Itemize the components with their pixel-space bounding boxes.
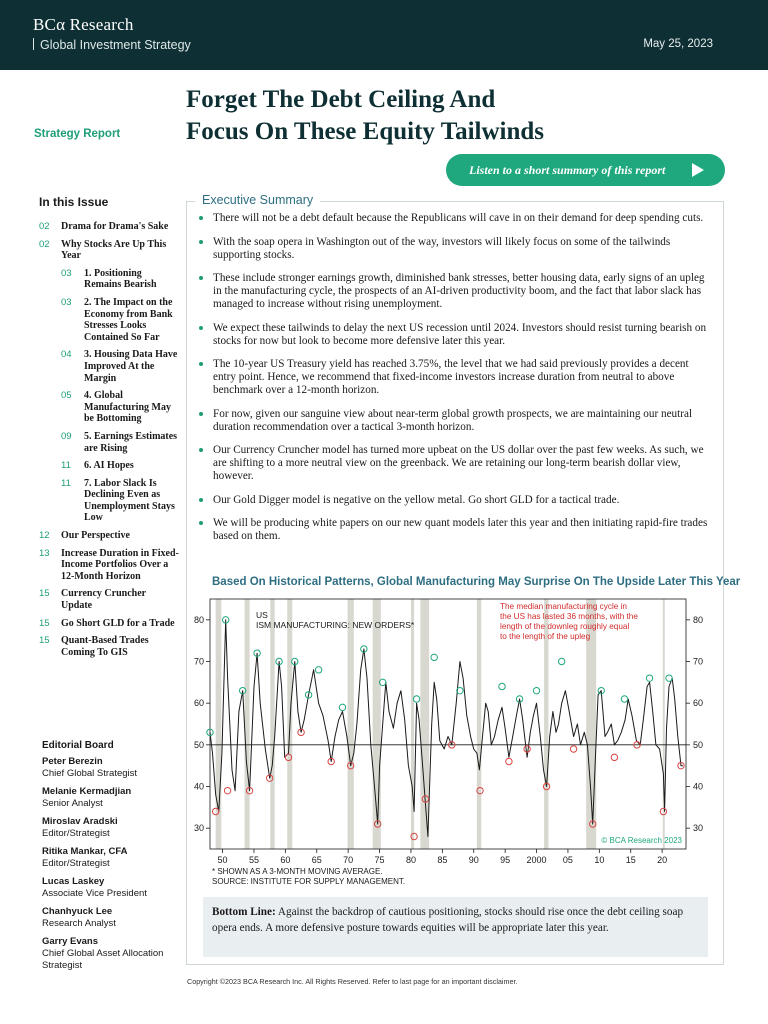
toc-page-number: 03	[61, 296, 72, 308]
toc-item-label: 7. Labor Slack Is Declining Even as Unemployment Stays Low	[84, 477, 175, 524]
table-of-contents	[39, 221, 179, 664]
member-name: Lucas Laskey	[42, 876, 105, 887]
x-tick-label: 80	[405, 855, 416, 865]
toc-page-number: 15	[39, 588, 50, 600]
editorial-board-members	[42, 756, 182, 972]
y-tick-label-right: 60	[693, 698, 704, 709]
toc-item[interactable]	[39, 349, 179, 384]
report-date: May 25, 2023	[643, 38, 713, 50]
toc-page-number: 09	[61, 430, 72, 442]
y-tick-label-right: 30	[693, 823, 704, 834]
toc-page-number: 11	[61, 460, 71, 472]
annotation-line: length of the downleg roughly equal	[500, 622, 630, 631]
board-member	[42, 786, 182, 810]
toc-item[interactable]	[39, 431, 179, 454]
report-type-label: Strategy Report	[34, 128, 121, 140]
x-tick-label: 50	[217, 855, 228, 865]
member-role: Senior Analyst	[42, 798, 103, 809]
toc-item[interactable]	[39, 460, 179, 472]
summary-bullet	[197, 517, 709, 543]
member-role: Editor/Strategist	[42, 858, 110, 869]
summary-bullet	[197, 358, 709, 397]
ism-new-orders-chart	[186, 593, 724, 893]
bottom-line-box	[203, 897, 708, 957]
member-name: Miroslav Aradski	[42, 816, 118, 827]
bullet-dot-icon	[199, 240, 203, 244]
summary-bullet	[197, 236, 709, 262]
x-tick-label: 15	[625, 855, 636, 865]
toc-item-label: 4. Global Manufacturing May be Bottoming	[84, 390, 171, 425]
x-tick-label: 95	[500, 855, 511, 865]
toc-item-label: 5. Earnings Estimates are Rising	[84, 430, 178, 454]
recession-bar	[348, 599, 354, 849]
title-line-2: Focus On These Equity Tailwinds	[186, 118, 545, 145]
editorial-board-heading: Editorial Board	[42, 740, 114, 751]
member-role: Chief Global Strategist	[42, 768, 138, 779]
x-tick-label: 10	[594, 855, 605, 865]
x-tick-label: 70	[343, 855, 354, 865]
bullet-dot-icon	[199, 276, 203, 280]
toc-item-label: Go Short GLD for a Trade	[61, 617, 175, 629]
title-line-1: Forget The Debt Ceiling And	[186, 86, 496, 113]
y-tick-label-left: 30	[193, 823, 204, 834]
toc-item-label: 3. Housing Data Have Improved At the Margin	[84, 349, 178, 384]
summary-bullet-text: The 10-year US Treasury yield has reached 3.75%, the level that we had said previously provides a decent entry point. Hence, we recommend that fixed-income investors increase duration from neutral to above benchmark over a 12-month horizon.	[213, 358, 689, 396]
chart-copyright: © BCA Research 2023	[601, 836, 682, 845]
divider-bar	[33, 38, 34, 50]
board-member	[42, 816, 182, 840]
summary-bullet-text: These include stronger earnings growth, diminished bank stresses, better housing data, early signs of an upleg in the manufacturing cycle, the prospects of an AI-driven productivity boom, and the fact that labor slack has managed to increase without rising unemployment.	[213, 272, 705, 310]
x-tick-label: 2000	[526, 855, 547, 865]
summary-bullet	[197, 444, 709, 483]
chart-title: Based On Historical Patterns, Global Manufacturing May Surprise On The Upside Later This Year	[212, 576, 741, 588]
division-name: Global Investment Strategy	[40, 38, 191, 52]
member-role: Associate Vice President	[42, 888, 147, 899]
board-member	[42, 936, 182, 972]
bottom-line-text: Against the backdrop of cautious positioning, stocks should rise once the debt ceiling soap opera ends. A more defensive posture towards equities will be appropriate later this year.	[212, 906, 684, 934]
toc-item-label: Quant-Based Trades Coming To GIS	[61, 635, 149, 658]
recession-bar	[245, 599, 250, 849]
annotation-line: the US has lasted 36 months, with the	[500, 612, 638, 621]
recession-bar	[420, 599, 429, 849]
x-tick-label: 90	[468, 855, 479, 865]
peak-marker	[413, 696, 419, 702]
y-tick-label-left: 70	[193, 656, 204, 667]
board-member	[42, 756, 182, 780]
trough-marker	[524, 746, 530, 752]
x-tick-label: 05	[562, 855, 573, 865]
toc-page-number: 15	[39, 617, 50, 629]
x-tick-label: 60	[280, 855, 291, 865]
y-tick-label-right: 40	[693, 781, 704, 792]
toc-page-number: 02	[39, 221, 50, 232]
toc-item-label: Our Perspective	[61, 530, 130, 542]
toc-item[interactable]	[39, 390, 179, 425]
toc-item[interactable]	[39, 548, 179, 583]
toc-item[interactable]	[39, 478, 179, 524]
bullet-dot-icon	[199, 362, 203, 366]
board-member	[42, 906, 182, 930]
bullet-dot-icon	[199, 498, 203, 502]
toc-page-number: 11	[61, 477, 71, 489]
recession-bar	[477, 599, 481, 849]
toc-item-label: 1. Positioning Remains Bearish	[84, 267, 157, 291]
division-label	[33, 38, 191, 52]
summary-bullet-text: There will not be a debt default because the Republicans will cave in on their demand for deep spending cuts.	[213, 212, 704, 224]
listen-summary-button[interactable]	[446, 154, 725, 186]
bottom-line-label: Bottom Line:	[212, 906, 276, 918]
trough-marker	[506, 758, 512, 764]
summary-bullet-text: We will be producing white papers on our new quant models later this year and then initiating rapid-fire trades based on them.	[213, 517, 708, 542]
executive-summary-heading: Executive Summary	[202, 193, 314, 207]
summary-bullet-text: For now, given our sanguine view about near-term global growth prospects, we are maintaining our neutral duration recommendation over a tactical 3-month horizon.	[213, 407, 693, 433]
member-name: Chanhyuck Lee	[42, 906, 113, 917]
peak-marker	[315, 667, 321, 673]
member-role: Chief Global Asset Allocation Strategist	[42, 948, 164, 971]
bullet-dot-icon	[199, 521, 203, 525]
summary-bullet-text: Our Gold Digger model is negative on the yellow metal. Go short GLD for a tactical trade.	[213, 493, 620, 506]
listen-button-label: Listen to a short summary of this report	[469, 163, 666, 177]
peak-marker	[666, 675, 672, 681]
summary-bullet	[197, 322, 709, 348]
summary-bullet	[197, 212, 709, 225]
member-name: Ritika Mankar, CFA	[42, 846, 128, 857]
executive-summary-list	[197, 212, 709, 554]
series-label-country: US	[256, 610, 268, 620]
plot-frame	[210, 599, 686, 849]
y-tick-label-left: 40	[193, 781, 204, 792]
trough-marker	[611, 754, 617, 760]
member-name: Peter Berezin	[42, 756, 103, 767]
toc-item-label: Increase Duration in Fixed-Income Portfolios Over a 12-Month Horizon	[61, 547, 179, 582]
header-bar	[0, 0, 768, 70]
bullet-dot-icon	[199, 326, 203, 330]
bullet-dot-icon	[199, 412, 203, 416]
trough-marker	[224, 787, 230, 793]
toc-item[interactable]	[39, 618, 179, 630]
toc-item-label: Why Stocks Are Up This Year	[61, 238, 167, 262]
member-name: Melanie Kermadjian	[42, 786, 132, 797]
y-tick-label-left: 60	[193, 698, 204, 709]
board-member	[42, 876, 182, 900]
x-tick-label: 55	[248, 855, 259, 865]
toc-item[interactable]	[39, 221, 179, 233]
report-title	[186, 84, 706, 148]
copyright-notice: Copyright ©2023 BCA Research Inc. All Rights Reserved. Refer to last page for an important disclaimer.	[187, 977, 518, 986]
summary-bullet	[197, 408, 709, 434]
box-border	[320, 201, 724, 202]
chart-footnote-1: * SHOWN AS A 3-MONTH MOVING AVERAGE.	[212, 867, 383, 876]
toc-item[interactable]	[39, 635, 179, 658]
toc-heading: In this Issue	[39, 195, 109, 209]
toc-item[interactable]	[39, 588, 179, 611]
x-tick-label: 20	[657, 855, 668, 865]
chart-annotation	[500, 602, 638, 641]
toc-page-number: 12	[39, 530, 50, 542]
y-tick-label-left: 80	[193, 614, 204, 625]
x-tick-label: 85	[437, 855, 448, 865]
peak-marker	[431, 654, 437, 660]
toc-item-label: 2. The Impact on the Economy from Bank Stresses Looks Contained So Far	[84, 296, 173, 343]
recession-bar	[270, 599, 274, 849]
toc-page-number: 05	[61, 390, 72, 402]
member-name: Garry Evans	[42, 936, 98, 947]
toc-item[interactable]	[39, 268, 179, 291]
y-tick-label-left: 50	[193, 739, 204, 750]
summary-bullet-text: With the soap opera in Washington out of the way, investors will likely focus on some of the tailwinds supporting stocks.	[213, 235, 671, 261]
peak-marker	[621, 696, 627, 702]
bullet-dot-icon	[199, 216, 203, 220]
brand-logo: BCα Research	[33, 15, 134, 34]
chart-container	[186, 593, 724, 893]
toc-page-number: 03	[61, 267, 72, 279]
trough-marker	[570, 746, 576, 752]
chart-footnote-2: SOURCE: INSTITUTE FOR SUPPLY MANAGEMENT.	[212, 877, 406, 886]
toc-page-number: 02	[39, 238, 50, 250]
toc-item-label: Drama for Drama's Sake	[61, 221, 169, 232]
board-member	[42, 846, 182, 870]
peak-marker	[646, 675, 652, 681]
y-tick-label-right: 80	[693, 614, 704, 625]
toc-item[interactable]	[39, 239, 179, 262]
box-border	[186, 201, 195, 202]
member-role: Editor/Strategist	[42, 828, 110, 839]
peak-marker	[499, 683, 505, 689]
y-tick-label-right: 70	[693, 656, 704, 667]
summary-bullet-text: Our Currency Cruncher model has turned more upbeat on the US dollar over the past few weeks. As such, we are shifting to a more neutral view on the greenback. We are retaining our long-term bearish dollar view, however.	[213, 444, 704, 482]
play-icon	[692, 163, 704, 177]
y-tick-label-right: 50	[693, 739, 704, 750]
annotation-line: The median manufacturing cycle in	[500, 602, 627, 611]
toc-item-label: 6. AI Hopes	[84, 460, 134, 472]
x-tick-label: 65	[311, 855, 322, 865]
toc-page-number: 04	[61, 349, 72, 361]
summary-bullet	[197, 494, 709, 507]
annotation-line: to the length of the upleg	[500, 632, 591, 641]
toc-item[interactable]	[39, 297, 179, 343]
series-label-name: ISM MANUFACTURING: NEW ORDERS*	[256, 620, 415, 630]
member-role: Research Analyst	[42, 918, 116, 929]
peak-marker	[558, 658, 564, 664]
toc-item-label: Currency Cruncher Update	[61, 588, 146, 612]
ism-series-line	[210, 620, 683, 837]
peak-marker	[339, 704, 345, 710]
summary-bullet-text: We expect these tailwinds to delay the next US recession until 2024. Investors should resist turning bearish on stocks for now but look to become more defensive later this year.	[213, 321, 707, 347]
bullet-dot-icon	[199, 448, 203, 452]
peak-marker	[533, 687, 539, 693]
toc-page-number: 13	[39, 547, 50, 559]
summary-bullet	[197, 272, 709, 311]
editorial-board	[42, 740, 182, 978]
toc-item[interactable]	[39, 530, 179, 542]
toc-page-number: 15	[39, 635, 50, 647]
chart-footnotes	[212, 867, 405, 887]
x-tick-label: 75	[374, 855, 385, 865]
